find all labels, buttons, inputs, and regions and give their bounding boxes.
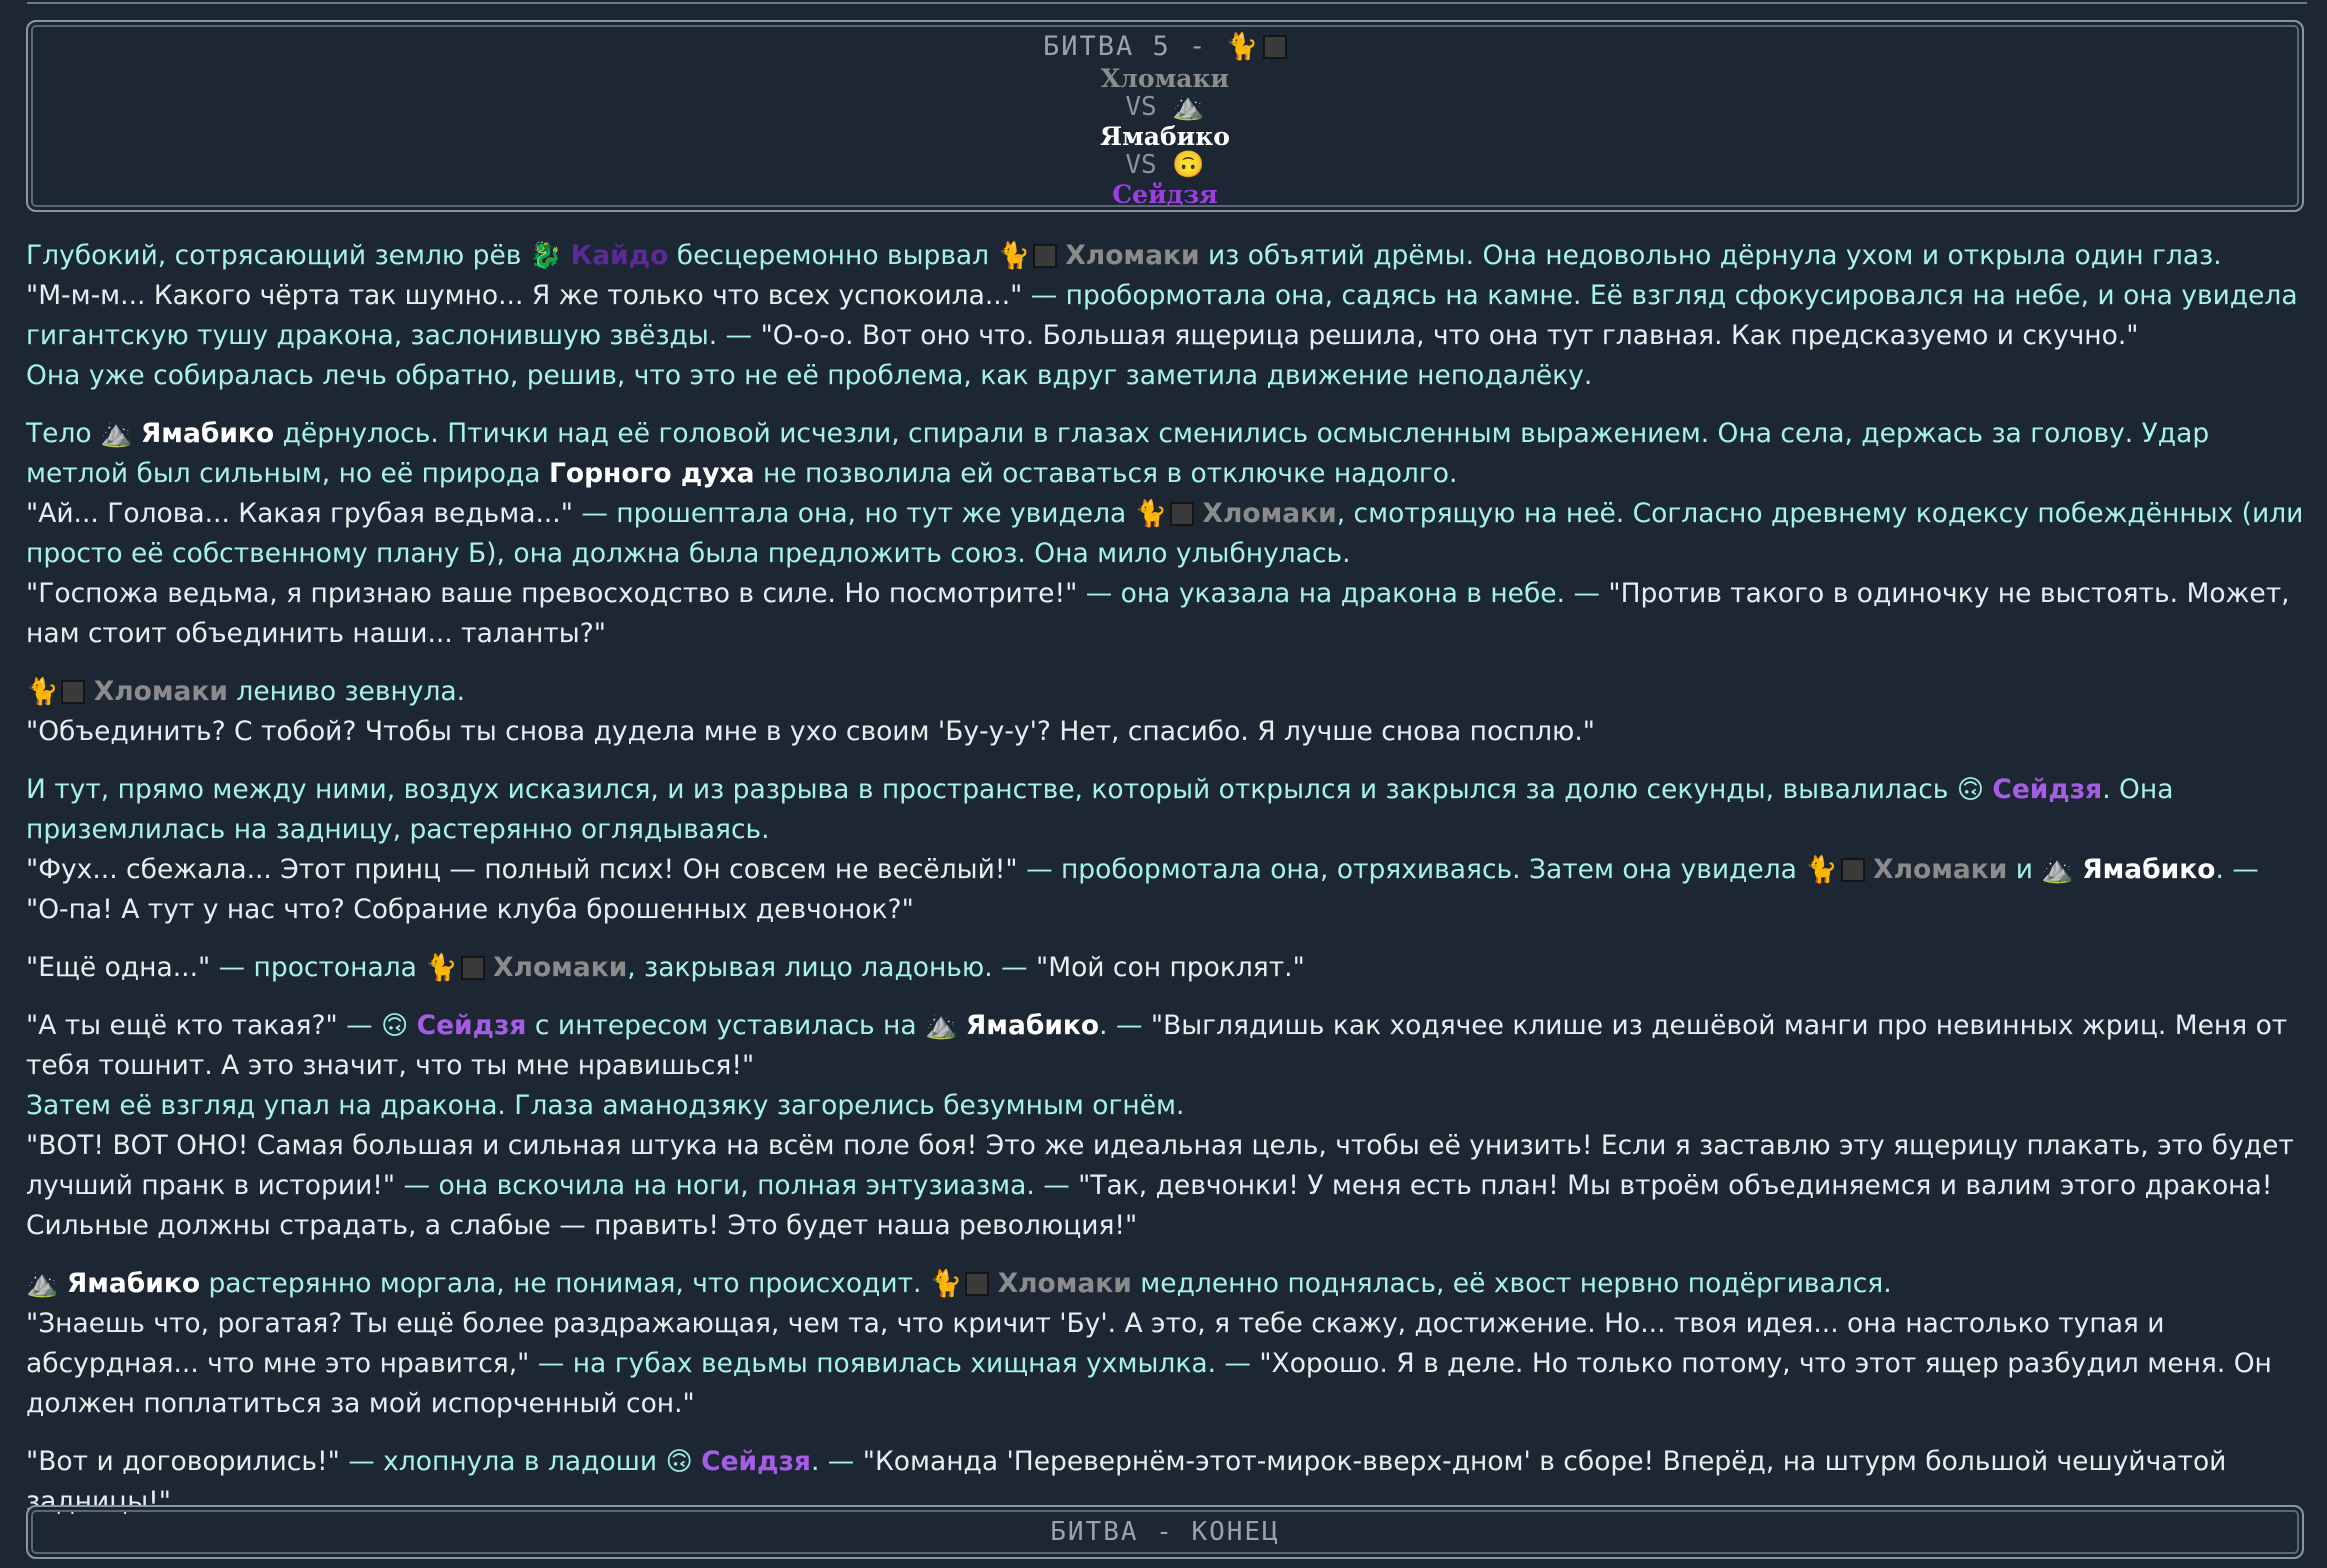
dragon-icon: 🐉	[529, 241, 563, 271]
name-yamabiko: Ямабико	[2082, 854, 2216, 885]
emphasis-mountain-spirit: Горного духа	[549, 458, 755, 489]
battle-end-label: БИТВА - КОНЕЦ	[1050, 1517, 1280, 1547]
fighter-name-yamabiko: Ямабико	[1100, 122, 1230, 151]
black-square-icon	[61, 680, 85, 704]
story-paragraph: И тут, прямо между ними, воздух исказился, и из разрыва в пространстве, который открылся и закрылся за долю секунды, вывалилась 🙃 Сейдзя. Она приземлилась на задницу, растерянно оглядываясь. "Фух... сбежала... Этот принц — полный псих! Он совсем не весёлый!" — пробормотала она, отряхиваясь. Затем она увидела 🐈 Хломаки и ⛰️ Ямабико. — "О-па! А тут у нас что? Собрание клуба брошенных девчонок?"	[26, 770, 2308, 930]
black-cat-icon: 🐈	[1134, 499, 1168, 529]
vs-label: VS ⛰️	[1125, 92, 1205, 122]
name-khlomaki: Хломаки	[1065, 240, 1200, 271]
battle-title: БИТВА 5 - 🐈	[28, 30, 2302, 64]
name-khlomaki: Хломаки	[1202, 498, 1337, 529]
black-cat-icon: 🐈	[929, 1269, 963, 1299]
story-paragraph: "Вот и договорились!" — хлопнула в ладоши 🙃 Сейдзя. — "Команда 'Перевернём-этот-мирок-вверх-дном' в сборе! Вперёд, на штурм большой чешуйчатой задницы!"	[26, 1442, 2308, 1522]
name-kaido: Кайдо	[570, 240, 669, 271]
story-paragraph: ⛰️ Ямабико растерянно моргала, не понимая, что происходит. 🐈 Хломаки медленно поднялась, её хвост нервно подёргивался. "Знаешь что, рогатая? Ты ещё более раздражающая, чем та, что кричит 'Бу'. А это, я тебе скажу, достижение. Но... твоя идея... она настолько тупая и абсурдная... что мне это нравится," — на губах ведьмы появилась хищная ухмылка. — "Хорошо. Я в деле. Но только потому, что этот ящер разбудил меня. Он должен поплатиться за мой испорченный сон."	[26, 1264, 2308, 1424]
mountain-icon: ⛰️	[2041, 855, 2074, 885]
upside-down-face-icon: 🙃	[665, 1447, 693, 1477]
fighter-name-seija: Сейдзя	[1112, 180, 1218, 209]
mountain-icon: ⛰️	[100, 419, 133, 449]
previous-box-edge	[27, 0, 2307, 4]
battle-story	[26, 236, 2308, 1540]
black-square-icon	[461, 956, 485, 980]
name-yamabiko: Ямабико	[140, 418, 275, 449]
black-cat-icon: 🐈	[425, 953, 458, 983]
story-paragraph: 🐈 Хломаки лениво зевнула. "Объединить? С тобой? Чтобы ты снова дудела мне в ухо своим 'Бу-у-у'? Нет, спасибо. Я лучше снова посплю."	[26, 672, 2308, 752]
story-paragraph: Глубокий, сотрясающий землю рёв 🐉 Кайдо бесцеремонно вырвал 🐈 Хломаки из объятий дрёмы. Она недовольно дёрнула ухом и открыла один глаз. "М-м-м... Какого чёрта так шумно... Я же только что всех успокоила..." — пробормотала она, садясь на камне. Её взгляд сфокусировался на небе, и она увидела гигантскую тушу дракона, заслонившую звёзды. — "О-о-о. Вот оно что. Большая ящерица решила, что она тут главная. Как предсказуемо и скучно." Она уже собиралась лечь обратно, решив, что это не её проблема, как вдруг заметила движение неподалёку.	[26, 236, 2308, 396]
black-cat-icon: 🐈	[1225, 32, 1260, 62]
name-khlomaki: Хломаки	[1873, 854, 2008, 885]
mountain-icon: ⛰️	[925, 1011, 958, 1041]
name-seija: Сейдзя	[701, 1446, 811, 1477]
name-khlomaki: Хломаки	[997, 1268, 1132, 1299]
black-cat-icon: 🐈	[997, 241, 1030, 271]
battle-end-banner	[26, 1505, 2304, 1559]
story-paragraph: Тело ⛰️ Ямабико дёрнулось. Птички над её головой исчезли, спирали в глазах сменились осмысленным выражением. Она села, держась за голову. Удар метлой был сильным, но её природа Горного духа не позволила ей оставаться в отключке надолго. "Ай... Голова... Какая грубая ведьма..." — прошептала она, но тут же увидела 🐈 Хломаки, смотрящую на неё. Согласно древнему кодексу побеждённых (или просто её собственному плану Б), она должна была предложить союз. Она мило улыбнулась. "Госпожа ведьма, я признаю ваше превосходство в силе. Но посмотрите!" — она указала на дракона в небе. — "Против такого в одиночку не выстоять. Может, нам стоит объединить наши... таланты?"	[26, 414, 2308, 654]
fighter-name-khlomaki: Хломаки	[1100, 64, 1230, 93]
upside-down-face-icon: 🙃	[381, 1011, 409, 1041]
black-square-icon	[965, 1272, 989, 1296]
vs-label: VS 🙃	[1125, 150, 1205, 180]
name-yamabiko: Ямабико	[965, 1010, 1100, 1041]
black-square-icon	[1033, 244, 1057, 268]
name-khlomaki: Хломаки	[93, 676, 228, 707]
name-seija: Сейдзя	[1992, 774, 2103, 805]
black-square-icon	[1263, 35, 1287, 59]
black-cat-icon: 🐈	[1805, 855, 1838, 885]
upside-down-face-icon: 🙃	[1172, 150, 1205, 180]
name-yamabiko: Ямабико	[66, 1268, 201, 1299]
mountain-icon: ⛰️	[1172, 92, 1205, 122]
story-paragraph: "Ещё одна..." — простонала 🐈 Хломаки, закрывая лицо ладонью. — "Мой сон проклят."	[26, 948, 2308, 988]
mountain-icon: ⛰️	[26, 1269, 59, 1299]
black-cat-icon: 🐈	[26, 677, 59, 707]
story-paragraph: "А ты ещё кто такая?" — 🙃 Сейдзя с интересом уставилась на ⛰️ Ямабико. — "Выглядишь как ходячее клише из дешёвой манги про невинных жриц. Меня от тебя тошнит. А это значит, что ты мне нравишься!" Затем её взгляд упал на дракона. Глаза аманодзяку загорелись безумным огнём. "ВОТ! ВОТ ОНО! Самая большая и сильная штука на всём поле боя! Это же идеальная цель, чтобы её унизить! Если я заставлю эту ящерицу плакать, это будет лучший пранк в истории!" — она вскочила на ноги, полная энтузиазма. — "Так, девчонки! У меня есть план! Мы втроём объединяемся и валим этого дракона! Сильные должны страдать, а слабые — править! Это будет наша революция!"	[26, 1006, 2308, 1246]
name-seija: Сейдзя	[416, 1010, 527, 1041]
name-khlomaki: Хломаки	[493, 952, 628, 983]
battle-header	[26, 20, 2304, 212]
black-square-icon	[1170, 502, 1194, 526]
upside-down-face-icon: 🙃	[1956, 775, 1984, 805]
black-square-icon	[1841, 858, 1865, 882]
